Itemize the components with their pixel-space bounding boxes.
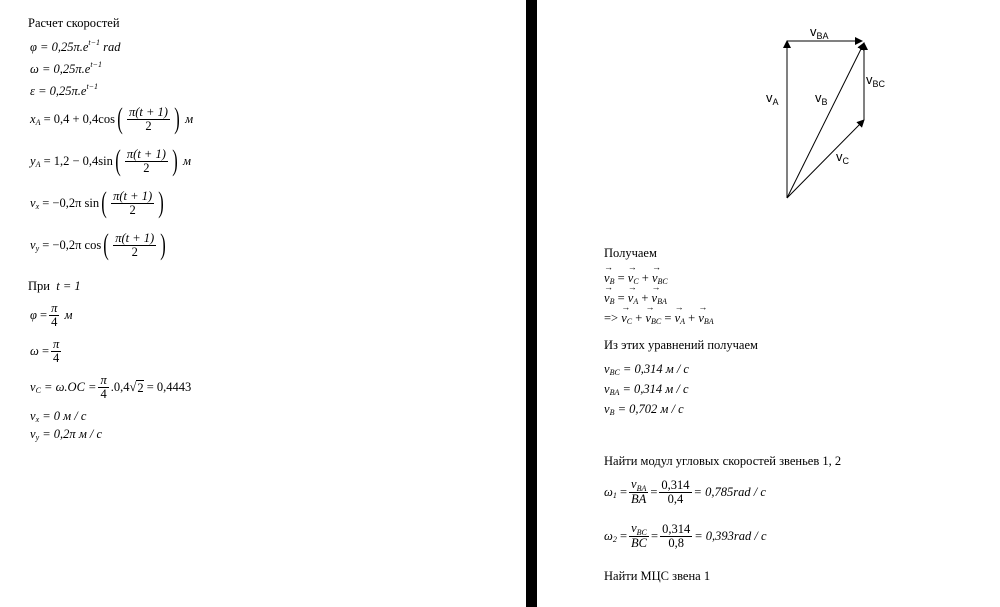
label-vc: vC xyxy=(836,149,849,166)
vector-eq-2: → v B = → v A + → v BA xyxy=(604,291,667,306)
velocity-vector-diagram xyxy=(760,18,886,203)
vector-vb xyxy=(787,43,864,198)
ya-equation: y A = 1,2 − 0,4sin ( $\frac{\pi(t + 1)}{2}$ ) м xyxy=(30,144,191,177)
phi-at-t1: φ = $\frac{\pi}{4}$ м xyxy=(30,301,73,329)
omega-equation: ω = 0,25π.e t−1 xyxy=(30,60,102,76)
label-va: vA xyxy=(766,90,779,107)
vector-eq-3: => → v C + → v BC = → v A + → v BA xyxy=(604,311,714,326)
vy-equation: v y = −0,2π cos ( $\frac{\pi(t + 1)}{2}$ ) xyxy=(30,228,166,261)
heading-instant-center: Найти МЦС звена 1 xyxy=(604,569,711,583)
vx-equation: v x = −0,2π sin ( $\frac{\pi(t + 1)}{2}$ ) xyxy=(30,186,164,219)
phi-equation: φ = 0,25π.e t−1 rad xyxy=(30,38,121,54)
vx-at-t1: v x = 0 м / с xyxy=(30,409,87,424)
vc-equation: v C = ω.OC = $\frac{\pi}{4}$ .0,4 √ 2 = 0,4443 xyxy=(30,373,192,401)
vbc-result: v BC = 0,314 м / с xyxy=(604,362,689,377)
label-vb: vB xyxy=(815,90,828,107)
heading-angular-velocities: Найти модул угловых скоростей звеньев 1, 2 xyxy=(604,454,842,468)
vb-result: v B = 0,702 м / с xyxy=(604,402,684,417)
epsilon-equation: ε = 0,25π.e t−1 xyxy=(30,82,99,98)
vba-result: v BA = 0,314 м / с xyxy=(604,382,689,397)
heading-from-equations: Из этих уравнений получаем xyxy=(604,338,758,352)
right-page xyxy=(537,0,1000,607)
vector-vc xyxy=(787,120,864,198)
heading-obtain: Получаем xyxy=(604,246,657,260)
label-vbc: vBC xyxy=(866,72,886,89)
section-heading-velocities: Расчет скоростей xyxy=(28,16,120,30)
at-t-label: При t = 1 xyxy=(28,279,81,293)
omega1-equation: ω 1 = $\frac{v_{BA}}{BA}$ = $\frac{0,314}{0,4}$ = 0,785rad / c xyxy=(604,477,766,506)
vector-eq-1: → v B = → v C + → v BC xyxy=(604,271,668,286)
omega2-equation: ω 2 = $\frac{v_{BC}}{BC}$ = $\frac{0,314}{0,8}$ = 0,393rad / c xyxy=(604,521,767,550)
vy-at-t1: v y = 0,2π м / с xyxy=(30,427,103,442)
page-divider xyxy=(526,0,537,607)
label-vba: vBA xyxy=(810,24,829,41)
xa-equation: x A = 0,4 + 0,4cos ( $\frac{\pi(t + 1)}{2}$ ) м xyxy=(30,102,194,135)
omega-at-t1: ω = $\frac{\pi}{4}$ xyxy=(30,337,60,365)
